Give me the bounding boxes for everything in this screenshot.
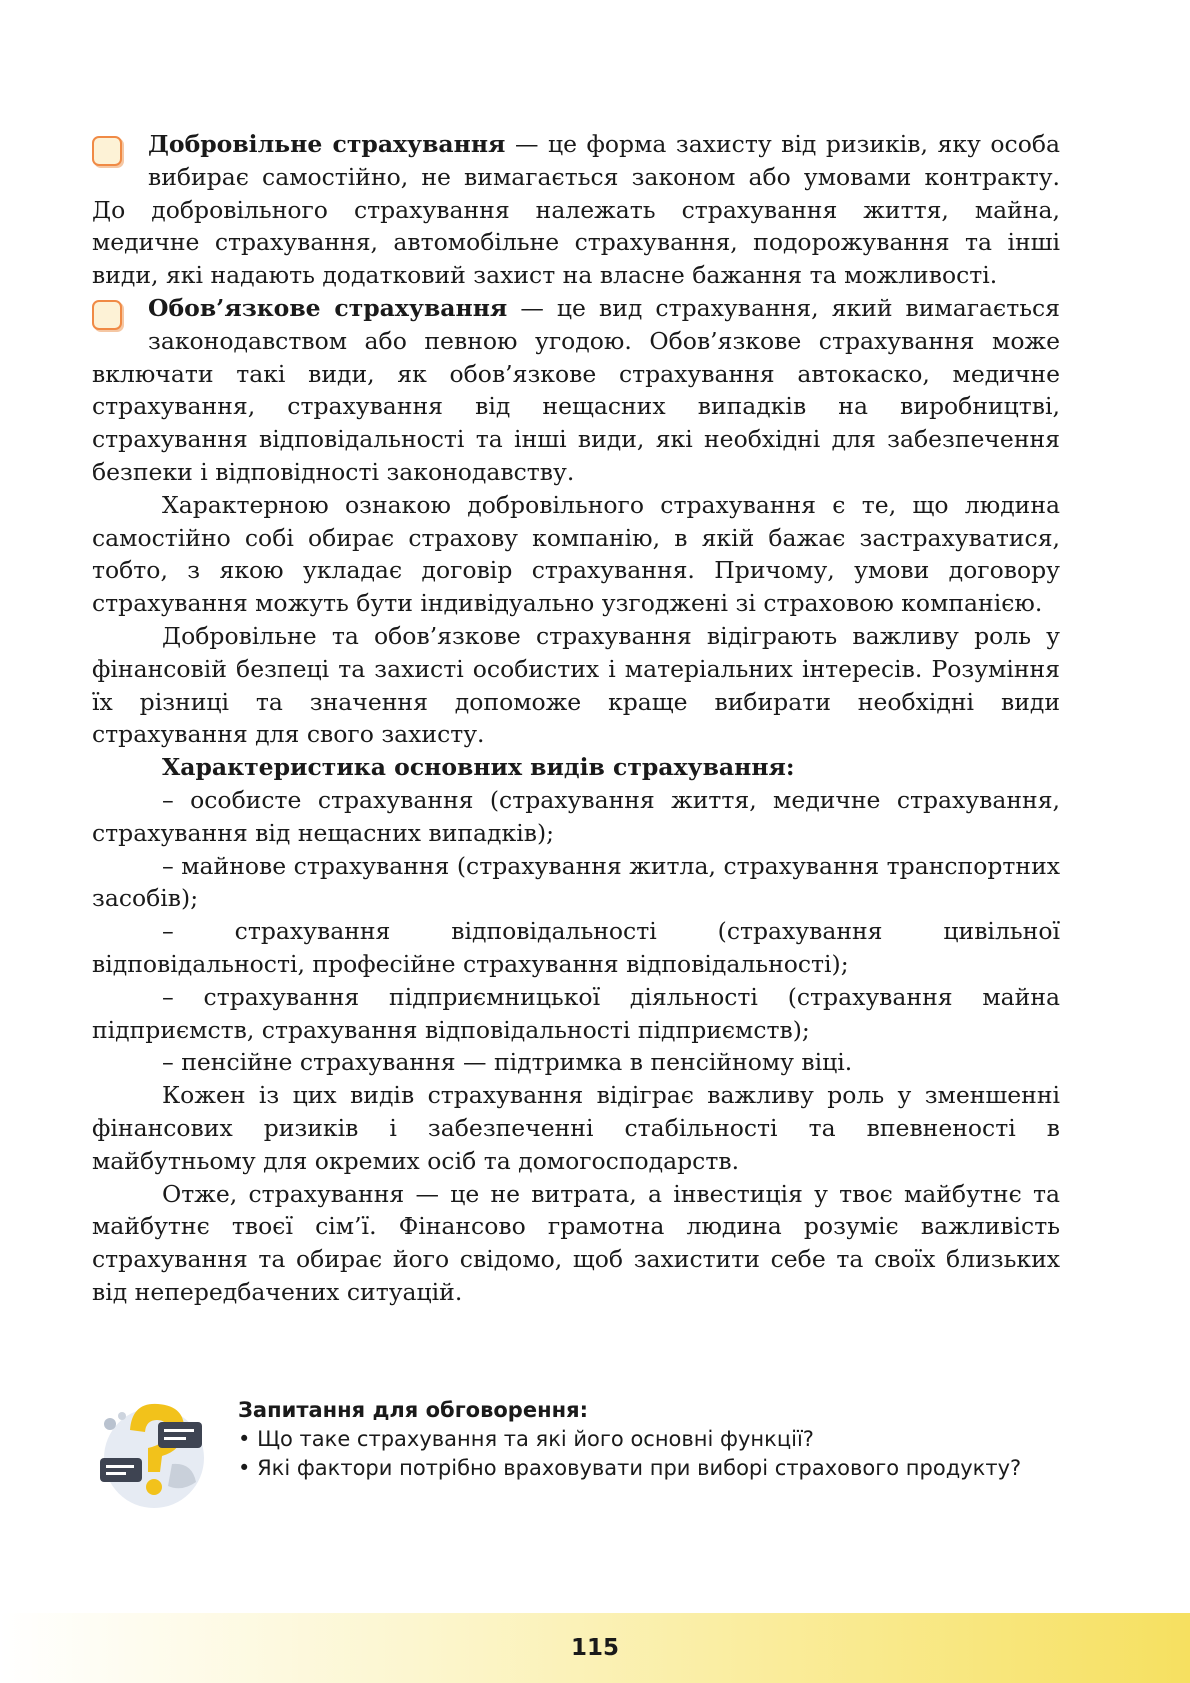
paragraph: Отже, страхування — це не витрата, а інвестиція у твоє майбутнє та майбутнє твоєї сім’ї. Фінансово грамотна людина розуміє важливість страхування та обирає його свідомо, щоб захистити себе та своїх близьких від непередбачених ситуацій. [92, 1179, 1060, 1306]
page-footer [0, 1613, 1190, 1683]
definition-mandatory [92, 292, 1060, 489]
definition-marker-icon [92, 136, 126, 170]
list-item: – страхування підприємницької діяльності (страхування майна підприємств, страхування відповідальності підприємств); [92, 982, 1060, 1044]
list-item: – пенсійне страхування — підтримка в пенсійному віці. [162, 1048, 853, 1077]
discussion-block [92, 1392, 1060, 1512]
definition-term: Добровільне страхування [148, 130, 506, 158]
question-list [238, 1425, 1021, 1483]
list-item: – особисте страхування (страхування життя, медичне страхування, страхування від нещасних випадків); [92, 785, 1060, 847]
paragraph: Характерною ознакою добровільного страхування є те, що людина самостійно собі обирає страхову компанію, в якій бажає застрахуватися, тобто, з якою укладає договір страхування. Причому, умови договору страхування можуть бути індивідуально узгоджені зі страховою компанією. [92, 490, 1060, 618]
page-number: 115 [570, 1635, 619, 1661]
definition-text: — це форма захисту від ризиків, яку особа вибирає самостійно, не вимагається законом або умовами контракту. До добровільного страхування належать страхування життя, майна, медичне страхування, автомобільне страхування, подорожування та інші види, які надають додатковий захист на власне бажання та можливості. [92, 130, 1061, 290]
list-item: – страхування відповідальності (страхування цивільної відповідальності, професійне страхування відповідальності); [92, 917, 1060, 978]
definition-text: — це вид страхування, який вимагається законодавством або певною угодою. Обов’язкове страхування може включати такі види, як обов’язкове страхування автокаско, медичне страхування, страхування від нещасних випадків на виробництві, страхування відповідальності та інші види, які необхідні для забезпечення безпеки і відповідності законодавству. [92, 293, 1060, 486]
discussion-title: Запитання для обговорення: [238, 1398, 588, 1422]
definition-voluntary [92, 128, 1060, 292]
paragraph: Кожен із цих видів страхування відіграє важливу роль у зменшенні фінансових ризиків і забезпеченні стабільності та впевненості в майбутньому для окремих осіб та домогосподарств. [92, 1081, 1060, 1175]
paragraph: Добровільне та обов’язкове страхування відіграють важливу роль у фінансовій безпеці та захисті особистих і матеріальних інтересів. Розуміння їх різниці та значення допоможе краще вибирати необхідні види страхування для свого захисту. [92, 621, 1060, 749]
section-heading: Характеристика основних видів страхування: [162, 753, 795, 782]
question-item: • Що таке страхування та які його основні функції? [238, 1425, 1021, 1454]
list-item: – майнове страхування (страхування житла, страхування транспортних засобів); [92, 851, 1060, 913]
question-item: • Які фактори потрібно враховувати при виборі страхового продукту? [238, 1454, 1021, 1483]
definition-term: Обов’язкове страхування [148, 293, 508, 322]
definition-marker-icon [92, 300, 126, 334]
page-content [92, 128, 1060, 1309]
discussion-questions [238, 1396, 1021, 1483]
question-discussion-icon [92, 1392, 212, 1512]
